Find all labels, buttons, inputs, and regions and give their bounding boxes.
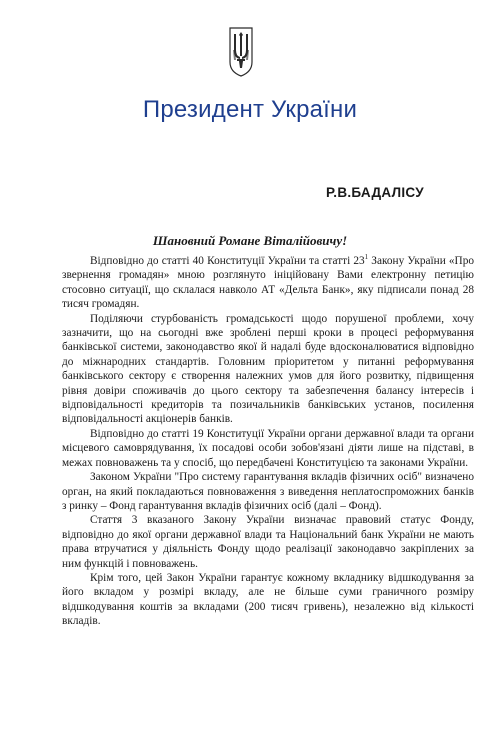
trident-coat-of-arms-icon <box>228 26 254 78</box>
letterhead-title: Президент України <box>142 96 358 123</box>
paragraph <box>62 254 474 312</box>
paragraph: Відповідно до статті 19 Конституції України органи державної влади та органи місцевого самоврядування, їх посадові особи зобов'язані діяти лише на підставі, в межах повноважень та у спосіб, що передбачені Конституцією та законами України. <box>62 427 474 469</box>
letter-body <box>62 254 474 629</box>
paragraph-text: Відповідно до статті 40 Конституції України та статті 23 <box>90 255 365 267</box>
paragraph: Крім того, цей Закон України гарантує кожному вкладнику відшкодування за його вкладом у розмірі вкладу, але не більше суми граничного розміру відшкодування коштів за вкладами (200 тисяч гривень), незалежно від кількості вкладів. <box>62 571 474 628</box>
paragraph: Стаття 3 вказаного Закону України визначає правовий статус Фонду, відповідно до якої органи державної влади та Національний банк України не мають права втручатися у діяльність Фонду щодо реалізації законодавчо закріплених за ним функцій і повноважень. <box>62 514 474 570</box>
addressee: Р.В.БАДАЛІСУ <box>326 185 424 200</box>
paragraph: Законом України "Про систему гарантування вкладів фізичних осіб" визначено орган, на який покладаються повноваження з виведення неплатоспроможних банків з ринку – Фонд гарантування вкладів фізичних осіб (далі – Фонд). <box>62 471 474 512</box>
paragraph: Поділяючи стурбованість громадськості щодо порушеної проблеми, хочу зазначити, що на сьогодні вже зроблені перші кроки в процесі реформування банківської системи, законодавство якої й надалі буде вдосконалюватися відповідно до міжнародних стандартів. Головним пріоритетом у питанні реформування банківського сектору є створення належних умов для його розвитку, підвищення рівня довіри споживачів до цього сектору та забезпечення балансу інтересів і відповідальності кредиторів та позичальників банківських установ, посилення відповідальності акціонерів банків. <box>62 312 474 426</box>
paragraph-text: Закону України «Про звернення громадян» мною розглянуто ініційовану Вами електронну петицію стосовно ситуації, що склалася навколо АТ «Дельта Банк», яку підписали понад 28 тисяч громадян. <box>62 255 474 311</box>
superscript: 1 <box>364 253 369 262</box>
salutation: Шановний Романе Віталійовичу! <box>152 233 348 248</box>
